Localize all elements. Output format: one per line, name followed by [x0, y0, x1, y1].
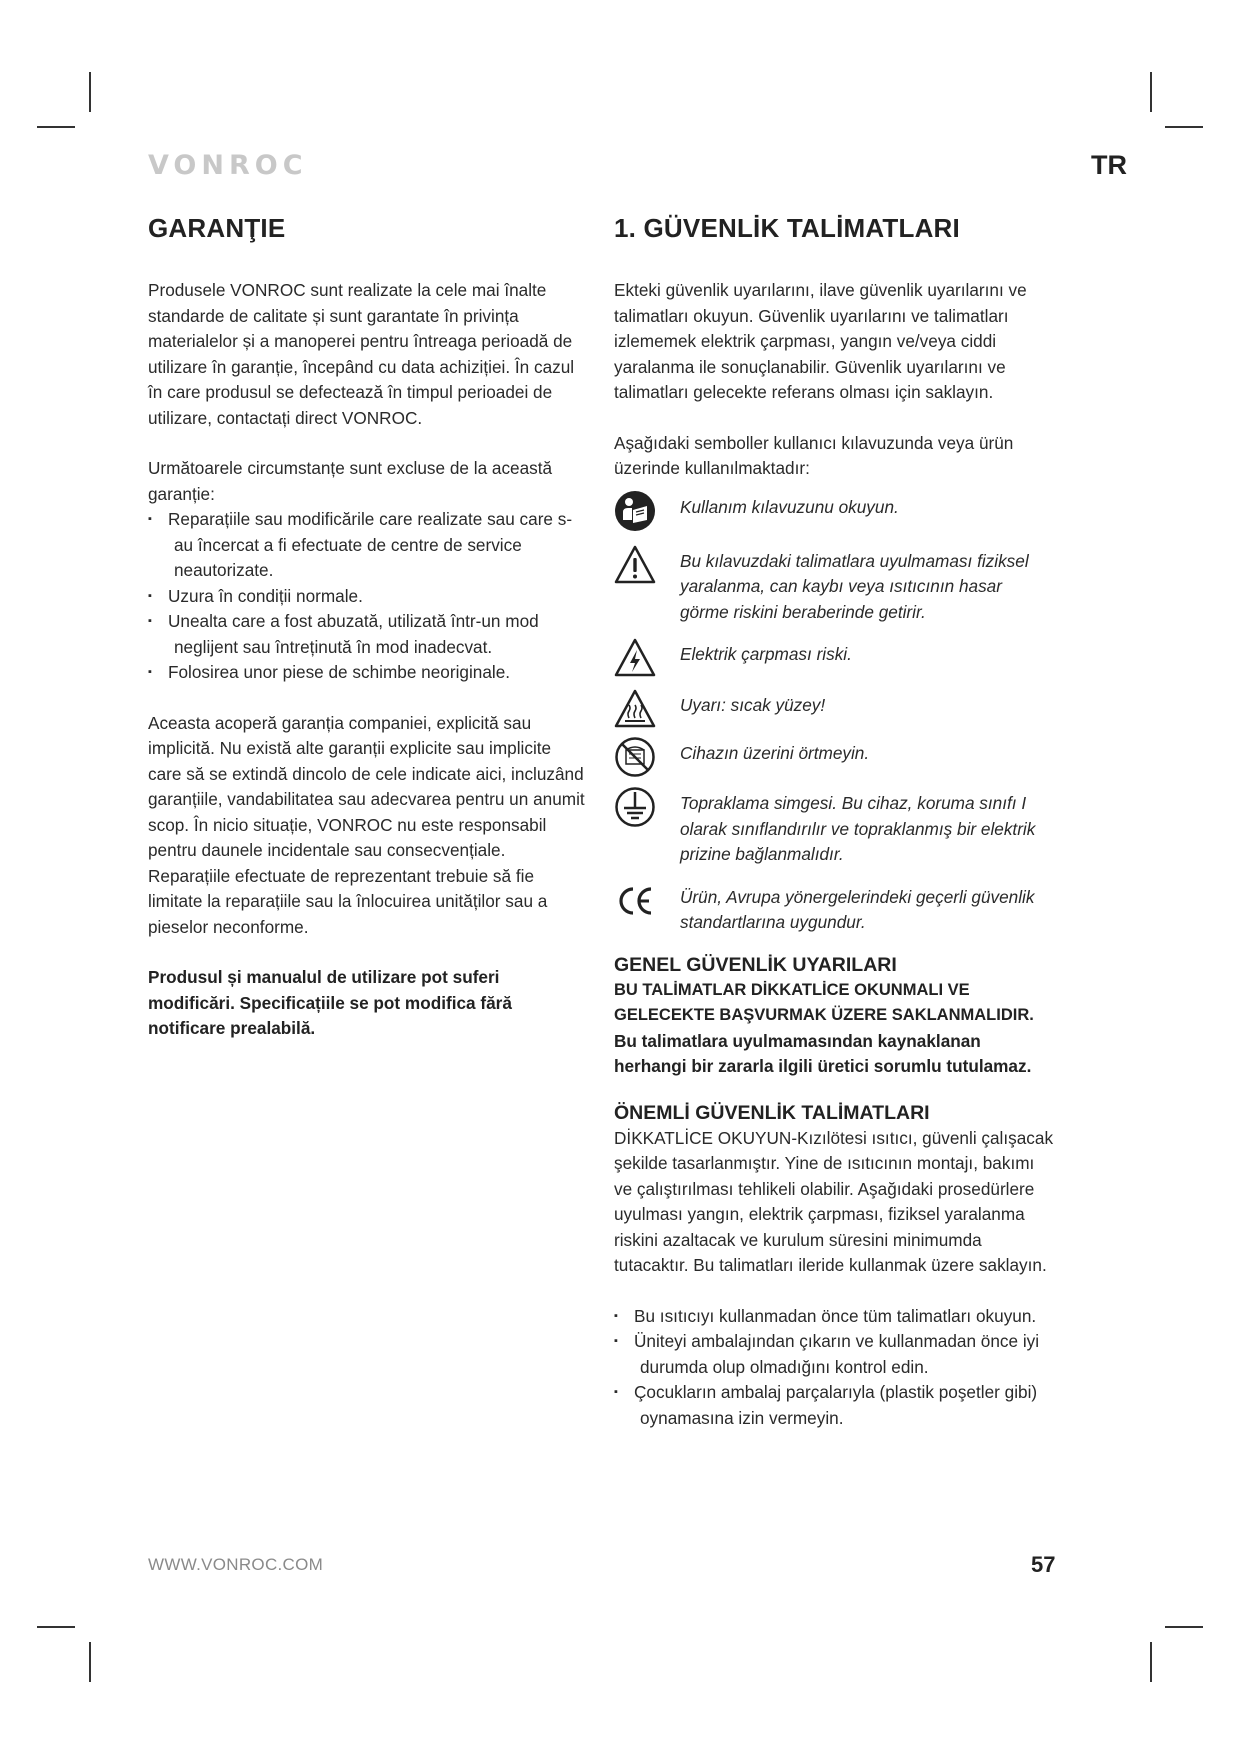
symbol-text: Cihazın üzerini örtmeyin. [680, 743, 870, 763]
hot-surface-icon [614, 688, 656, 730]
symbol-row [614, 637, 1054, 679]
list-item: ▪ Uzura în condiții normale. [148, 584, 588, 610]
symbol-row [614, 490, 1054, 532]
list-item: ▪ Bu ısıtıcıyı kullanmadan önce tüm talimatları okuyun. [614, 1304, 1054, 1330]
warning-icon [614, 544, 656, 586]
symbol-row [614, 880, 1054, 936]
crop-mark [37, 126, 75, 128]
symbol-text: Bu kılavuzdaki talimatlara uyulmaması fiziksel yaralanma, can kaybı veya ısıtıcının hasar görme riskini beraberinde getirir. [680, 550, 1029, 622]
crop-mark [1165, 126, 1203, 128]
crop-mark [89, 72, 91, 112]
important-instructions-heading: ÖNEMLİ GÜVENLİK TALİMATLARI [614, 1101, 930, 1124]
symbol-text: Ürün, Avrupa yönergelerindeki geçerli güvenlik standartlarına uygundur. [680, 886, 1035, 932]
safety-title: 1. GÜVENLİK TALİMATLARI [614, 213, 960, 243]
crop-mark [89, 1642, 91, 1682]
symbol-text: Elektrik çarpması riski. [680, 644, 852, 664]
symbol-text: Topraklama simgesi. Bu cihaz, koruma sınıfı I olarak sınıflandırılır ve topraklanmış bir elektrik prizine bağlanmalıdır. [680, 793, 1036, 864]
symbol-row [614, 786, 1054, 868]
electric-shock-icon [614, 637, 656, 679]
exclusions-list [148, 507, 588, 686]
read-manual-icon [614, 490, 656, 532]
exclusions-intro: Următoarele circumstanțe sunt excluse de la această garanție: [148, 458, 553, 504]
general-warnings-heading: GENEL GÜVENLİK UYARILARI [614, 953, 897, 976]
symbol-text: Kullanım kılavuzunu okuyun. [680, 496, 899, 517]
symbol-text: Uyarı: sıcak yüzey! [680, 695, 826, 715]
symbol-row [614, 544, 1054, 626]
symbol-row [614, 688, 1054, 730]
page-number: 57 [1031, 1552, 1056, 1577]
warranty-intro: Produsele VONROC sunt realizate la cele mai înalte standarde de calitate și sunt garantate în privința materialelor și a manoperei pentru întreaga perioadă de utilizare în garanție, începând cu data achiziției. În cazul în care produsul se defectează în timpul perioadei de utilizare, contactați direct VONROC. [148, 280, 575, 428]
list-item: ▪ Üniteyi ambalajından çıkarın ve kullanmadan önce iyi durumda olup olmadığını kontrol edin. [614, 1329, 1054, 1380]
crop-mark [1165, 1626, 1203, 1628]
safety-intro: Ekteki güvenlik uyarılarını, ilave güvenlik uyarılarını ve talimatları okuyun. Güvenlik uyarılarını ve talimatları izlememek elektrik çarpması, yangın ve/veya ciddi yaralanma ile sonuçlanabilir. Güvenlik uyarılarını ve talimatları gelecekte referans olması için saklayın. [614, 280, 1027, 402]
warranty-column [148, 213, 588, 1042]
ce-mark-icon [614, 880, 656, 922]
language-code: TR [1091, 150, 1127, 180]
warranty-title: GARANŢIE [148, 213, 286, 243]
earth-ground-icon [614, 786, 656, 828]
important-instructions-text: DİKKATLİCE OKUYUN-Kızılötesi ısıtıcı, güvenli çalışacak şekilde tasarlanmıştır. Yine de ısıtıcının montajı, bakımı ve çalıştırılması tehlikeli olabilir. Aşağıdaki prosedürlere uyulması yangın, elektrik çarpması, fiziksel yaralanma riskini azaltacak ve kurulum süresini minimumda tutacaktır. Bu talimatları ileride kullanmak üzere saklayın. [614, 1127, 1054, 1275]
safety-bullet-list [614, 1304, 1054, 1432]
crop-mark [1150, 1642, 1152, 1682]
safety-column [614, 213, 1054, 1431]
brand-logo: VONROC [148, 150, 308, 181]
modification-notice: Produsul și manualul de utilizare pot suferi modificări. Specificațiile se pot modifica fără notificare prealabilă. [148, 967, 512, 1038]
symbol-row [614, 736, 1054, 778]
list-item: ▪ Folosirea unor piese de schimbe neoriginale. [148, 660, 588, 686]
list-item: ▪ Unealta care a fost abuzată, utilizată într-un mod neglijent sau întreținută în mod inadecvat. [148, 609, 588, 660]
crop-mark [1150, 72, 1152, 112]
list-item: ▪ Çocukların ambalaj parçalarıyla (plastik poşetler gibi) oynamasına izin vermeyin. [614, 1380, 1054, 1431]
crop-mark [37, 1626, 75, 1628]
do-not-cover-icon [614, 736, 656, 778]
general-warnings-bold: Bu talimatlara uyulmamasından kaynaklanan herhangi bir zararla ilgili üretici sorumlu tutulamaz. [614, 1030, 1032, 1076]
general-warnings-caps: BU TALİMATLAR DİKKATLİCE OKUNMALI VE GELECEKTE BAŞVURMAK ÜZERE SAKLANMALIDIR. [614, 980, 1034, 1024]
symbols-intro: Aşağıdaki semboller kullanıcı kılavuzunda veya ürün üzerinde kullanılmaktadır: [614, 432, 1014, 478]
footer-url: WWW.VONROC.COM [148, 1555, 324, 1574]
list-item: ▪ Reparațiile sau modificările care realizate sau care s-au încercat a fi efectuate de centre de service neautorizate. [148, 507, 588, 584]
warranty-coverage: Aceasta acoperă garanția companiei, explicită sau implicită. Nu există alte garanții explicite sau implicite care să se extindă dincolo de cele indicate aici, incluzând garanțiile, vandabilitatea sau adecvarea pentru un anumit scop. În nicio situație, VONROC nu este responsabil pentru daunele incidentale sau consecvențiale. Reparațiile efectuate de reprezentant trebuie să fie limitate la reparațiile sau la înlocuirea unităților sau a pieselor neconforme. [148, 712, 585, 937]
